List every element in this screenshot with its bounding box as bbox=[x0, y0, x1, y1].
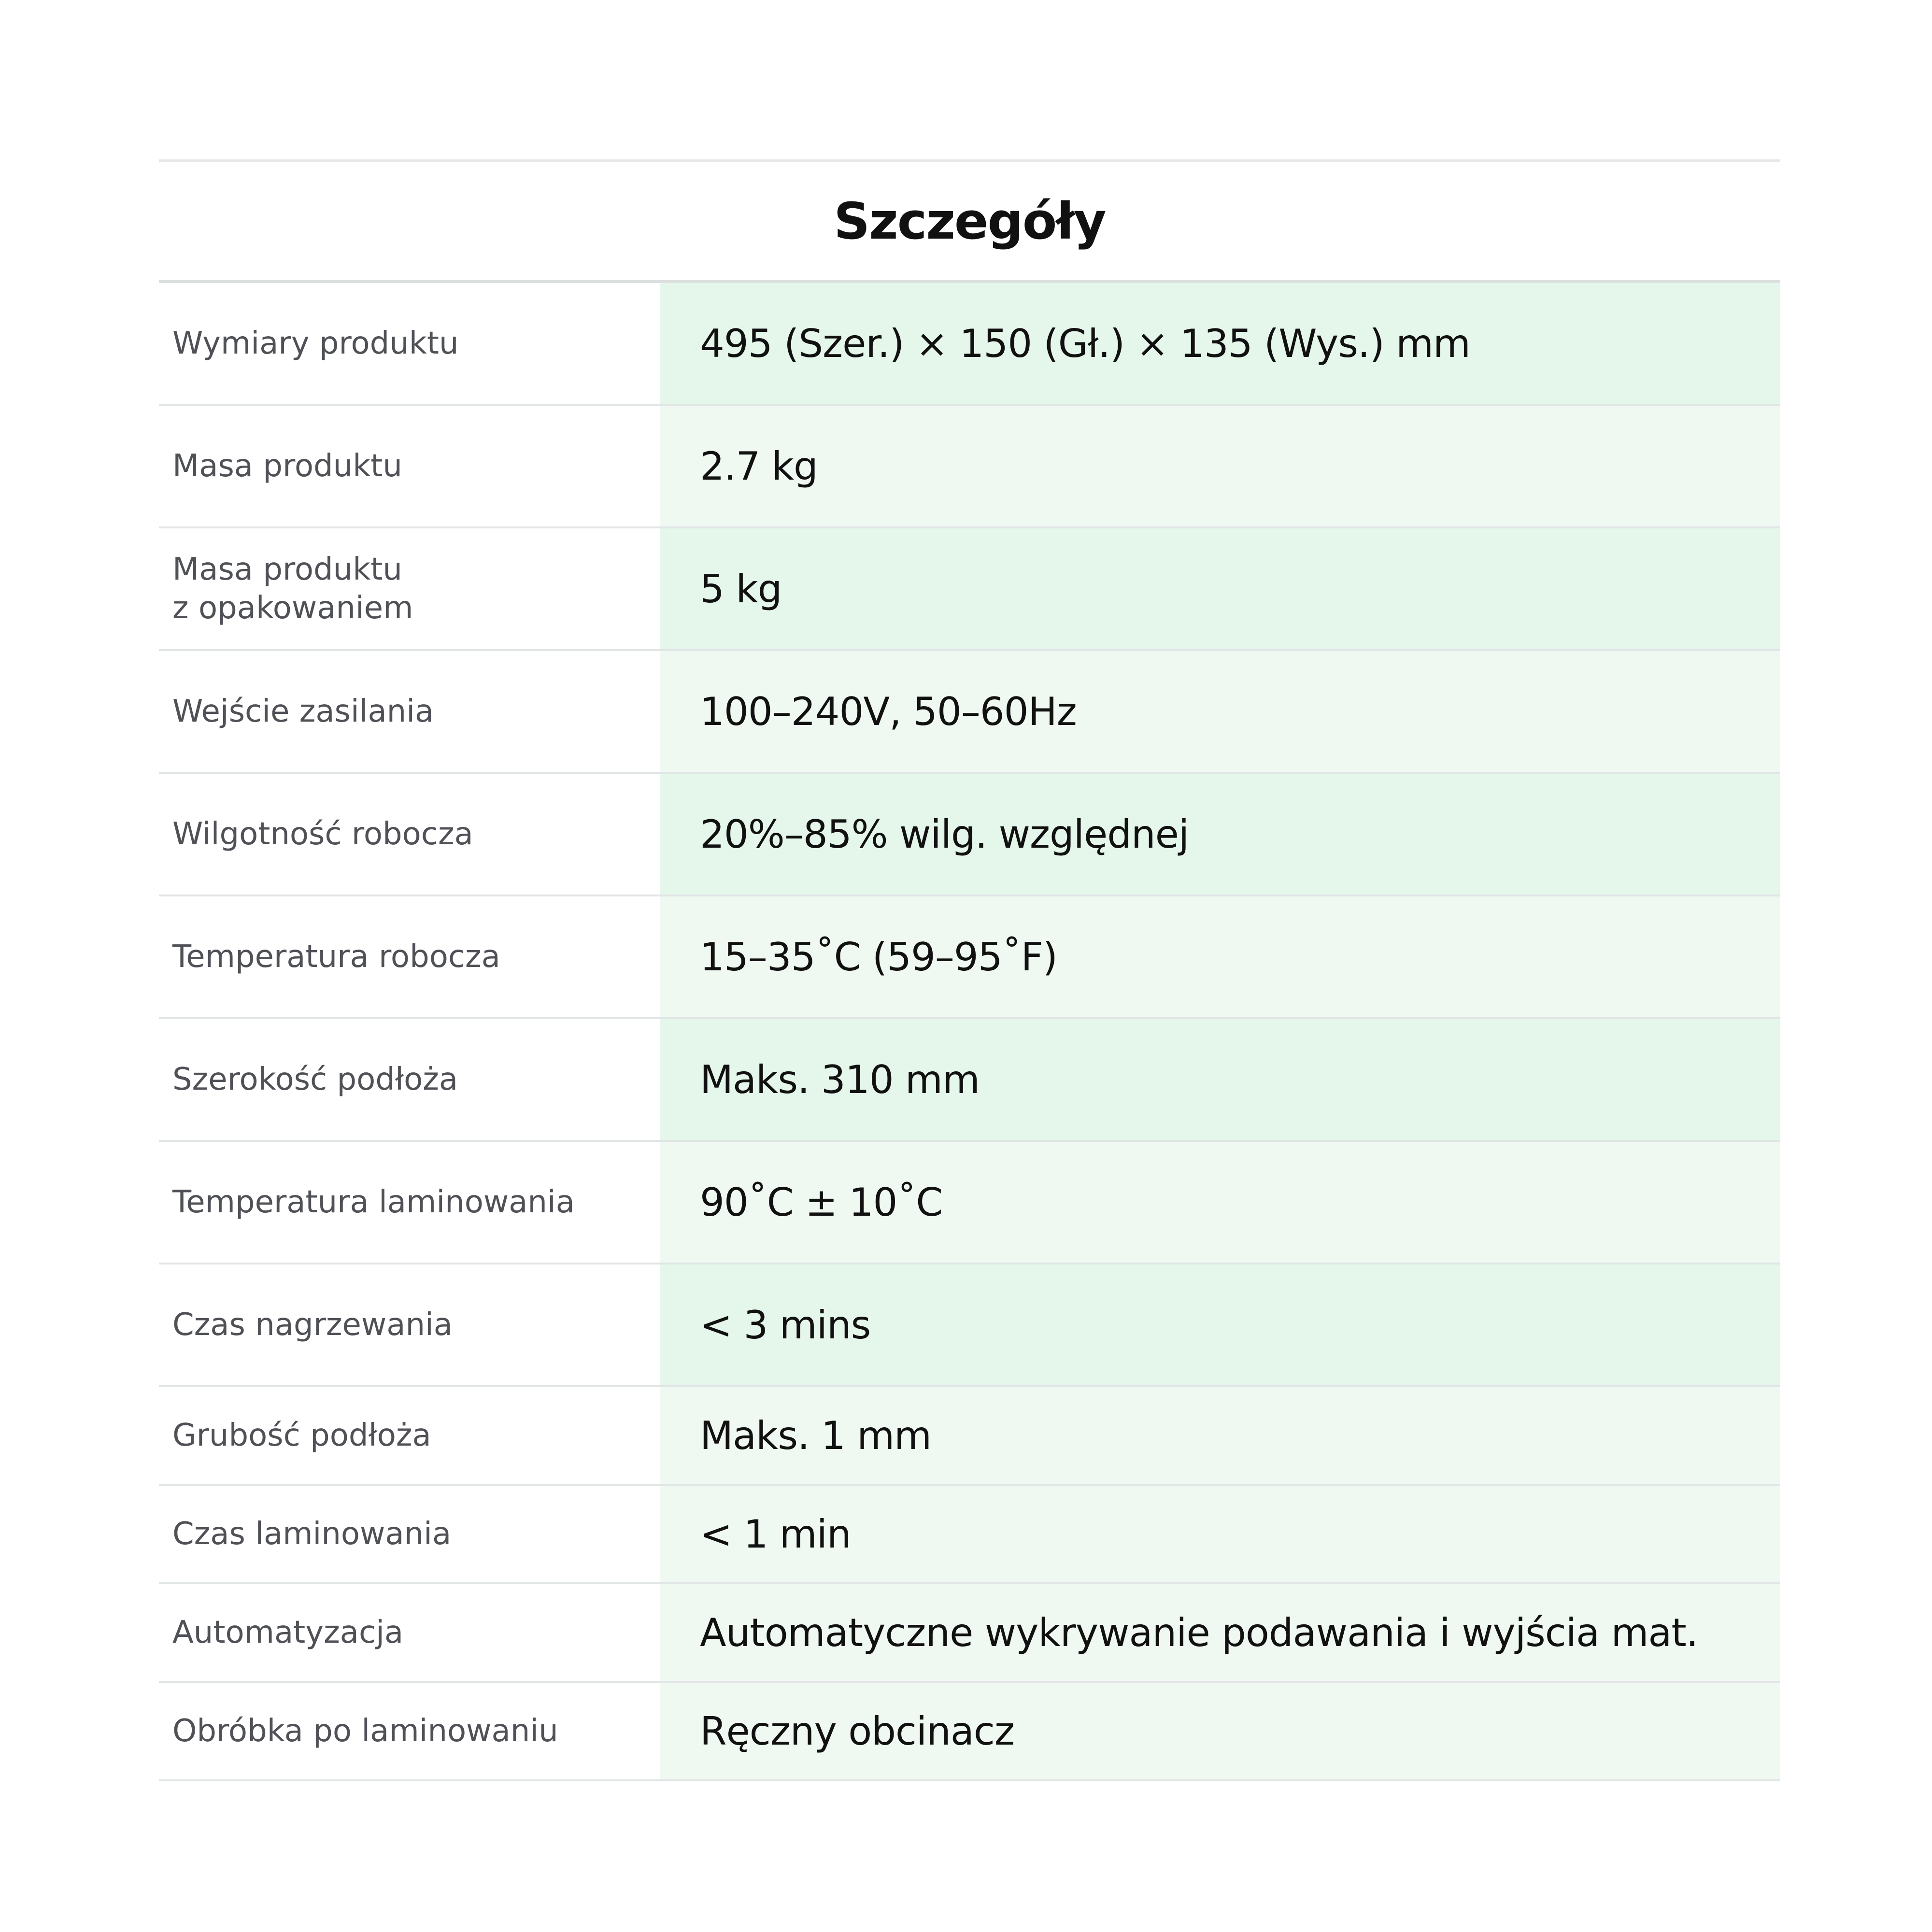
spec-value: 15–35˚C (59–95˚F) bbox=[660, 896, 1780, 1017]
spec-label: Grubość podłoża bbox=[172, 1418, 431, 1453]
spec-label: Czas nagrzewania bbox=[172, 1307, 453, 1343]
spec-value: 495 (Szer.) × 150 (Gł.) × 135 (Wys.) mm bbox=[660, 283, 1780, 404]
specifications-table bbox=[159, 159, 1780, 1781]
spec-row-weight bbox=[159, 406, 1780, 528]
spec-label: Obróbka po laminowaniu bbox=[172, 1713, 558, 1749]
spec-label: Masa produktu bbox=[172, 448, 402, 484]
spec-row-operating-temperature bbox=[159, 896, 1780, 1019]
spec-row-heating-time bbox=[159, 1264, 1780, 1387]
spec-value: 20%–85% wilg. względnej bbox=[660, 774, 1780, 895]
spec-value: Automatyczne wykrywanie podawania i wyjścia mat. bbox=[660, 1584, 1780, 1681]
spec-value: < 1 min bbox=[660, 1486, 1780, 1582]
spec-row-automation bbox=[159, 1584, 1780, 1683]
spec-value: Maks. 310 mm bbox=[660, 1019, 1780, 1140]
spec-label: Szerokość podłoża bbox=[172, 1062, 458, 1097]
spec-row-dimensions bbox=[159, 283, 1780, 406]
spec-row-laminating-temperature bbox=[159, 1142, 1780, 1264]
spec-value: Maks. 1 mm bbox=[660, 1387, 1780, 1484]
spec-row-substrate-thickness bbox=[159, 1387, 1780, 1486]
spec-label: Automatyzacja bbox=[172, 1615, 404, 1650]
spec-row-humidity bbox=[159, 774, 1780, 896]
spec-value: 90˚C ± 10˚C bbox=[660, 1142, 1780, 1263]
spec-value: Ręczny obcinacz bbox=[660, 1683, 1780, 1779]
spec-label: Temperatura robocza bbox=[172, 939, 500, 975]
spec-label: Wilgotność robocza bbox=[172, 816, 473, 852]
spec-value: < 3 mins bbox=[660, 1264, 1780, 1385]
spec-value: 5 kg bbox=[660, 528, 1780, 649]
spec-row-substrate-width bbox=[159, 1019, 1780, 1142]
spec-label: Wejście zasilania bbox=[172, 694, 434, 729]
spec-row-power-input bbox=[159, 651, 1780, 774]
spec-row-laminating-time bbox=[159, 1486, 1780, 1584]
spec-value: 100–240V, 50–60Hz bbox=[660, 651, 1780, 772]
spec-label: Wymiary produktu bbox=[172, 326, 459, 361]
spec-label: Temperatura laminowania bbox=[172, 1184, 575, 1220]
table-title: Szczegóły bbox=[834, 191, 1106, 251]
spec-value: 2.7 kg bbox=[660, 406, 1780, 526]
spec-label: Czas laminowania bbox=[172, 1516, 452, 1552]
spec-label: Masa produktu z opakowaniem bbox=[172, 552, 413, 626]
spec-row-post-processing bbox=[159, 1683, 1780, 1781]
spec-row-packaged-weight bbox=[159, 528, 1780, 651]
